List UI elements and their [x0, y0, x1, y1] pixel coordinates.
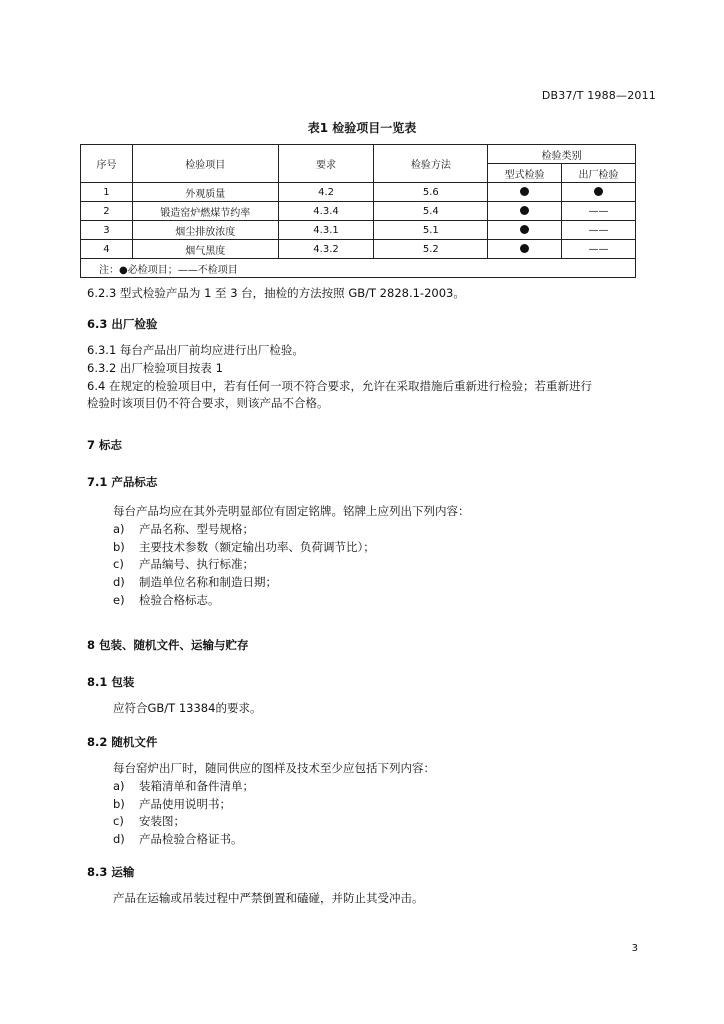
section-7-1-body	[87, 503, 657, 610]
cell-factory-test	[562, 183, 636, 202]
clause-6-3-2: 6.3.2 出厂检验项目按表 1	[87, 360, 223, 375]
paragraph-8-2: 每台窑炉出厂时，随同供应的图样及技术至少应包括下列内容：	[113, 761, 435, 775]
cell-req: 4.3.1	[278, 221, 374, 240]
col-header-no: 序号	[81, 145, 133, 183]
table-row	[81, 240, 636, 259]
table-note-row	[81, 259, 636, 278]
paragraph-7-1: 每台产品均应在其外壳明显部位有固定铭牌。铭牌上应列出下列内容：	[113, 504, 470, 518]
table-row	[81, 221, 636, 240]
heading-7-1: 7.1 产品标志	[87, 475, 158, 489]
clause-6-4-line2: 检验时该项目仍不符合要求，则该产品不合格。	[87, 396, 329, 411]
cell-no: 4	[81, 240, 133, 259]
body-upper	[87, 285, 657, 303]
table-row	[81, 202, 636, 221]
table-row	[81, 183, 636, 202]
standard-code: DB37/T 1988—2011	[541, 89, 656, 102]
col-header-type-test: 型式检验	[488, 164, 562, 183]
cell-item: 烟气黑度	[132, 240, 278, 259]
list-item: a) 装箱清单和备件清单；	[113, 778, 254, 793]
list-item: e) 检验合格标志。	[113, 593, 220, 608]
heading-6-3: 6.3 出厂检验	[87, 317, 158, 331]
clause-6-2-3: 6.2.3 型式检验产品为 1 至 3 台，抽检的方法按照 GB/T 2828.1-2003。	[87, 286, 465, 300]
section-8-2-body	[87, 760, 657, 849]
list-item: b) 主要技术参数（额定输出功率、负荷调节比）；	[113, 539, 375, 554]
list-item: a) 产品名称、型号规格；	[113, 521, 254, 536]
heading-7: 7 标志	[87, 438, 123, 452]
col-header-method: 检验方法	[374, 145, 488, 183]
cell-method: 5.2	[374, 240, 488, 259]
cell-item: 锻造窑炉燃煤节约率	[132, 202, 278, 221]
cell-type-test	[488, 221, 562, 240]
section-6-3-body	[87, 342, 657, 413]
cell-req: 4.2	[278, 183, 374, 202]
cell-method: 5.1	[374, 221, 488, 240]
clause-6-4-line1: 6.4 在规定的检验项目中，若有任何一项不符合要求，允许在采取措施后重新进行检验；若重新进行	[87, 378, 592, 393]
cell-req: 4.3.4	[278, 202, 374, 221]
section-7-1	[87, 474, 657, 492]
col-header-item: 检验项目	[132, 145, 278, 183]
cell-type-test	[488, 202, 562, 221]
section-8-2	[87, 734, 657, 752]
section-7	[87, 437, 657, 455]
cell-method: 5.6	[374, 183, 488, 202]
table-title: 表1 检验项目一览表	[307, 121, 417, 135]
required-dot-icon	[520, 225, 529, 234]
section-8	[87, 637, 657, 655]
cell-factory-test: ——	[562, 221, 636, 240]
heading-8-3: 8.3 运输	[87, 865, 135, 879]
cell-method: 5.4	[374, 202, 488, 221]
table-note: 注：●必检项目；——不检项目	[81, 259, 636, 278]
inspection-table	[80, 144, 636, 278]
cell-type-test	[488, 240, 562, 259]
list-item: b) 产品使用说明书；	[113, 796, 231, 811]
cell-no: 3	[81, 221, 133, 240]
section-6-3	[87, 316, 657, 334]
paragraph-8-1: 应符合GB/T 13384的要求。	[113, 700, 262, 715]
required-dot-icon	[520, 244, 529, 253]
col-header-factory-test: 出厂检验	[562, 164, 636, 183]
heading-8-1: 8.1 包装	[87, 675, 135, 689]
cell-req: 4.3.2	[278, 240, 374, 259]
cell-factory-test: ——	[562, 202, 636, 221]
col-header-category: 检验类别	[488, 145, 636, 164]
cell-no: 1	[81, 183, 133, 202]
required-dot-icon	[520, 187, 529, 196]
paragraph-8-3: 产品在运输或吊装过程中严禁倒置和磕碰，并防止其受冲击。	[113, 890, 424, 905]
list-item: d) 产品检验合格证书。	[113, 832, 243, 847]
cell-type-test	[488, 183, 562, 202]
required-dot-icon	[520, 206, 529, 215]
table-header-row	[81, 145, 636, 164]
cell-no: 2	[81, 202, 133, 221]
list-item: d) 制造单位名称和制造日期；	[113, 575, 277, 590]
section-8-1	[87, 674, 657, 718]
col-header-req: 要求	[278, 145, 374, 183]
required-dot-icon	[594, 187, 603, 196]
cell-item: 外观质量	[132, 183, 278, 202]
clause-6-3-1: 6.3.1 每台产品出厂前均应进行出厂检验。	[87, 343, 304, 357]
heading-8-2: 8.2 随机文件	[87, 735, 158, 749]
list-item: c) 安装图；	[113, 814, 185, 829]
list-item: c) 产品编号、执行标准；	[113, 557, 254, 572]
page-number: 3	[631, 943, 638, 954]
heading-8: 8 包装、随机文件、运输与贮存	[87, 638, 249, 652]
cell-item: 烟尘排放浓度	[132, 221, 278, 240]
cell-factory-test: ——	[562, 240, 636, 259]
section-8-3	[87, 864, 657, 908]
